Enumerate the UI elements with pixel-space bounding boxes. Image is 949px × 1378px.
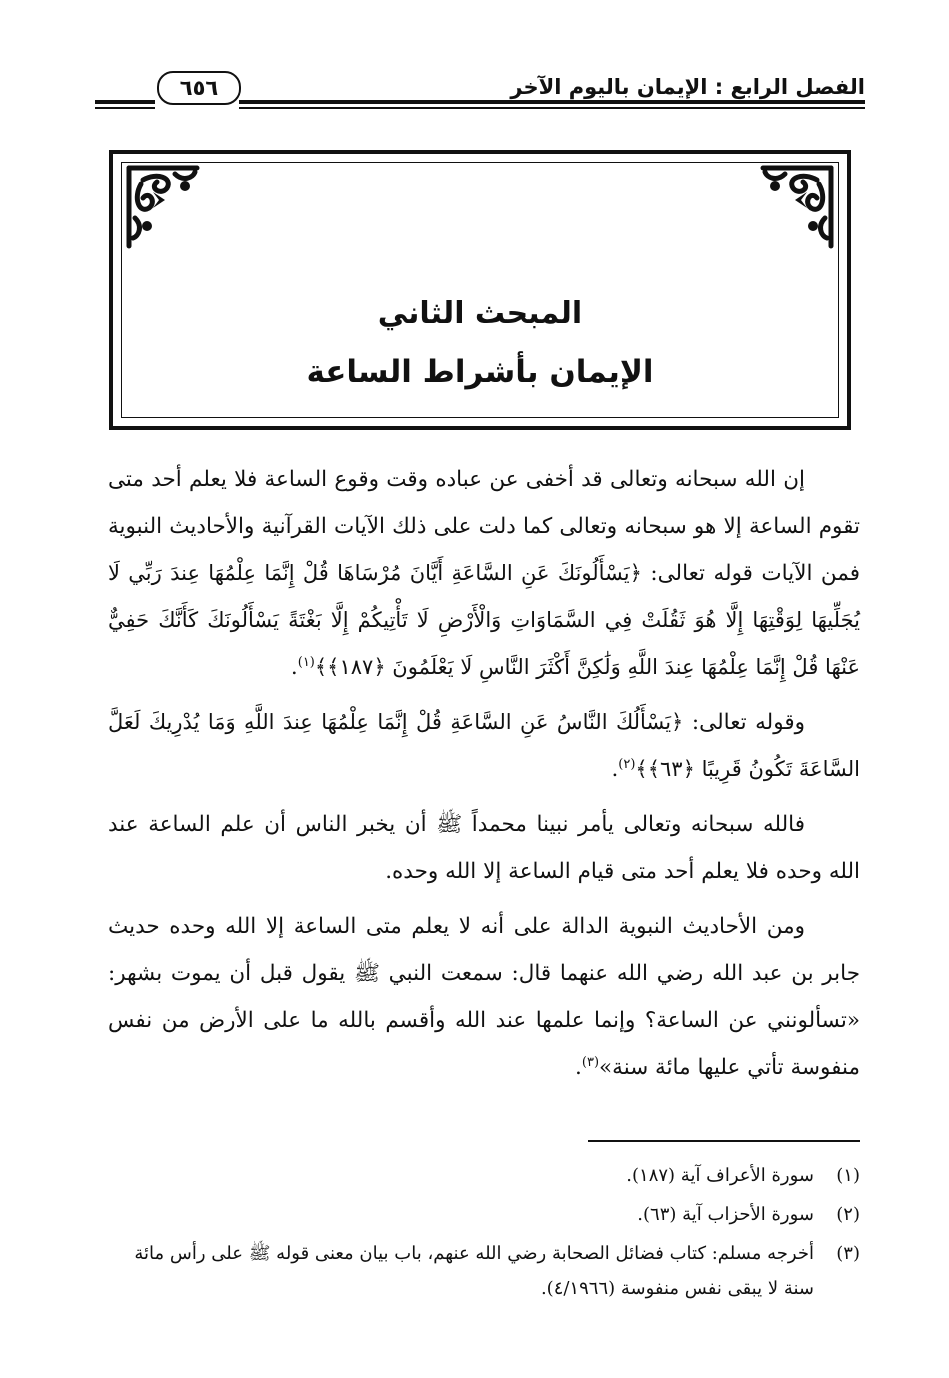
- footnote-ref: (٣): [581, 1054, 600, 1070]
- footnote-separator: [588, 1140, 860, 1142]
- paragraph-text: فالله سبحانه وتعالى يأمر نبينا محمداً ﷺ أن يخبر الناس أن علم الساعة عند الله وحده فلا يعلم أحد متى قيام الساعة إلا الله وحده.: [108, 812, 860, 884]
- footnote-number: (١): [836, 1165, 860, 1186]
- header-rule-thick: [95, 100, 155, 104]
- paragraph: [108, 699, 860, 793]
- corner-ornament-icon: [123, 162, 203, 252]
- paragraph-text: وقوله تعالى:: [683, 710, 805, 735]
- header-rule-thin: [239, 107, 865, 109]
- running-header: [95, 70, 865, 110]
- section-title-box: [109, 150, 851, 430]
- footnote-text: أخرجه مسلم: كتاب فضائل الصحابة رضي الله عنهم، باب بيان معنى قوله ﷺ على رأس مائة سنة لا يبقى نفس منفوسة (٤/١٩٦٦).: [134, 1243, 814, 1299]
- page-number: ٦٥٦: [157, 71, 241, 105]
- quran-verse: ﴿يَسْأَلُونَكَ عَنِ السَّاعَةِ أَيَّانَ مُرْسَاهَا قُلْ إِنَّمَا عِلْمُهَا عِندَ رَبِّي لَا يُجَلِّيهَا لِوَقْتِهَا إِلَّا هُوَ ثَقُلَتْ فِي السَّمَاوَاتِ وَالْأَرْضِ لَا تَأْتِيكُمْ إِلَّا بَغْتَةً يَسْأَلُونَكَ كَأَنَّكَ حَفِيٌّ عَنْهَا قُلْ إِنَّمَا عِلْمُهَا عِندَ اللَّهِ وَلَٰكِنَّ أَكْثَرَ النَّاسِ لَا يَعْلَمُونَ ﴿١٨٧﴾﴾: [108, 561, 860, 679]
- body-text: [108, 456, 860, 1091]
- running-title: الفصل الرابع : الإيمان باليوم الآخر: [510, 75, 865, 99]
- section-title: الإيمان بأشراط الساعة: [306, 354, 654, 390]
- quran-verse: ﴿يَسْأَلُكَ النَّاسُ عَنِ السَّاعَةِ قُلْ إِنَّمَا عِلْمُهَا عِندَ اللَّهِ وَمَا يُدْرِيكَ لَعَلَّ السَّاعَةَ تَكُونُ قَرِيبًا ﴿٦٣﴾﴾: [108, 710, 860, 781]
- footnote-number: (٣): [836, 1243, 860, 1264]
- footnote-ref: (١): [297, 654, 315, 670]
- header-rule-thin: [95, 107, 155, 109]
- paragraph: [108, 801, 860, 895]
- paragraph-text: ومن الأحاديث النبوية الدالة على أنه لا يعلم متى الساعة إلا الله وحده حديث جابر بن عبد الله رضي الله عنهما قال: سمعت النبي ﷺ يقول قبل أن يموت بشهر: «تسألونني عن الساعة؟ وإنما علمها عند الله وأقسم بالله ما على الأرض من نفس منفوسة تأتي عليها مائة سنة»: [108, 914, 860, 1080]
- footnote: [100, 1158, 860, 1193]
- header-rule-thick: [239, 100, 865, 104]
- paragraph-end: .: [290, 655, 298, 680]
- corner-ornament-icon: [757, 162, 837, 252]
- footnote: [100, 1197, 860, 1232]
- footnote-text: سورة الأعراف آية (١٨٧).: [626, 1165, 814, 1186]
- footnotes: [100, 1158, 860, 1310]
- footnote-ref: (٢): [618, 756, 636, 772]
- footnote-text: سورة الأحزاب آية (٦٣).: [637, 1204, 814, 1225]
- paragraph-text: إن الله سبحانه وتعالى قد أخفى عن عباده وقت وقوع الساعة فلا يعلم أحد متى تقوم الساعة إلا هو سبحانه وتعالى كما دلت على ذلك الآيات القرآنية والأحاديث النبوية فمن الآيات قوله تعالى:: [108, 467, 860, 586]
- footnote: [100, 1236, 860, 1306]
- paragraph-end: .: [611, 757, 619, 782]
- footnote-number: (٢): [836, 1204, 860, 1225]
- section-label: المبحث الثاني: [377, 296, 583, 331]
- paragraph: [108, 456, 860, 691]
- paragraph: [108, 903, 860, 1091]
- paragraph-end: .: [575, 1055, 582, 1080]
